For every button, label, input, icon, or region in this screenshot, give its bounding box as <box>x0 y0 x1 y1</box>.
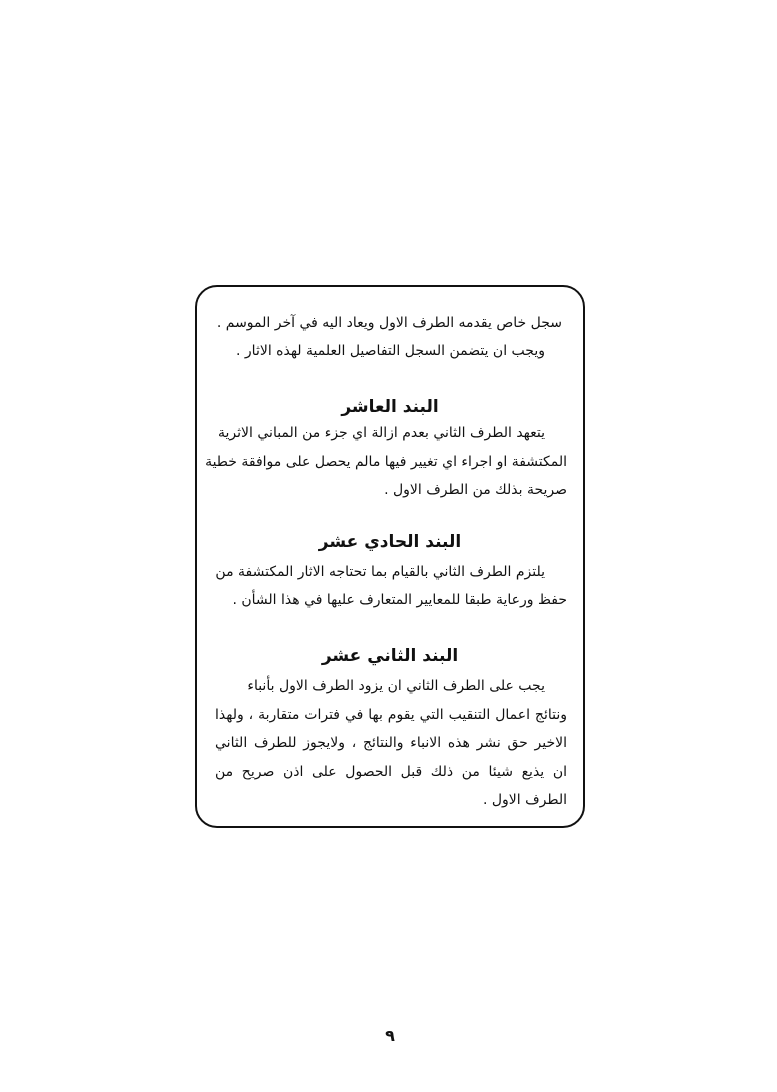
section-heading: البند الثاني عشر <box>321 646 459 666</box>
body-line: حفظ ورعاية طبقا للمعايير المتعارف عليها في هذا الشأن . <box>232 592 567 608</box>
body-line: صريحة بذلك من الطرف الاول . <box>384 482 567 498</box>
section-heading: البند الحادي عشر <box>318 532 462 552</box>
body-line: المكتشفة او اجراء اي تغيير فيها مالم يحصل على موافقة خطية <box>205 454 567 470</box>
page-number: ٩ <box>385 1026 395 1045</box>
body-line: يجب على الطرف الثاني ان يزود الطرف الاول بأنباء <box>247 678 545 694</box>
section-heading: البند العاشر <box>341 397 439 417</box>
body-line: ونتائج اعمال التنقيب التي يقوم بها في فترات متقاربة ، ولهذا <box>215 707 567 723</box>
body-line: ويجب ان يتضمن السجل التفاصيل العلمية لهذه الاثار . <box>236 343 545 359</box>
body-line: يلتزم الطرف الثاني بالقيام بما تحتاجه الاثار المكتشفة من <box>215 564 545 580</box>
body-line: يتعهد الطرف الثاني بعدم ازالة اي جزء من المباني الاثرية <box>218 425 545 441</box>
body-line: الاخير حق نشر هذه الانباء والنتائج ، ولايجوز للطرف الثاني <box>215 735 567 751</box>
body-line: سجل خاص يقدمه الطرف الاول ويعاد اليه في آخر الموسم . <box>216 315 562 331</box>
body-line: الطرف الاول . <box>482 792 567 808</box>
body-line: ان يذيع شيئا من ذلك قبل الحصول على اذن صريح من <box>215 764 567 780</box>
